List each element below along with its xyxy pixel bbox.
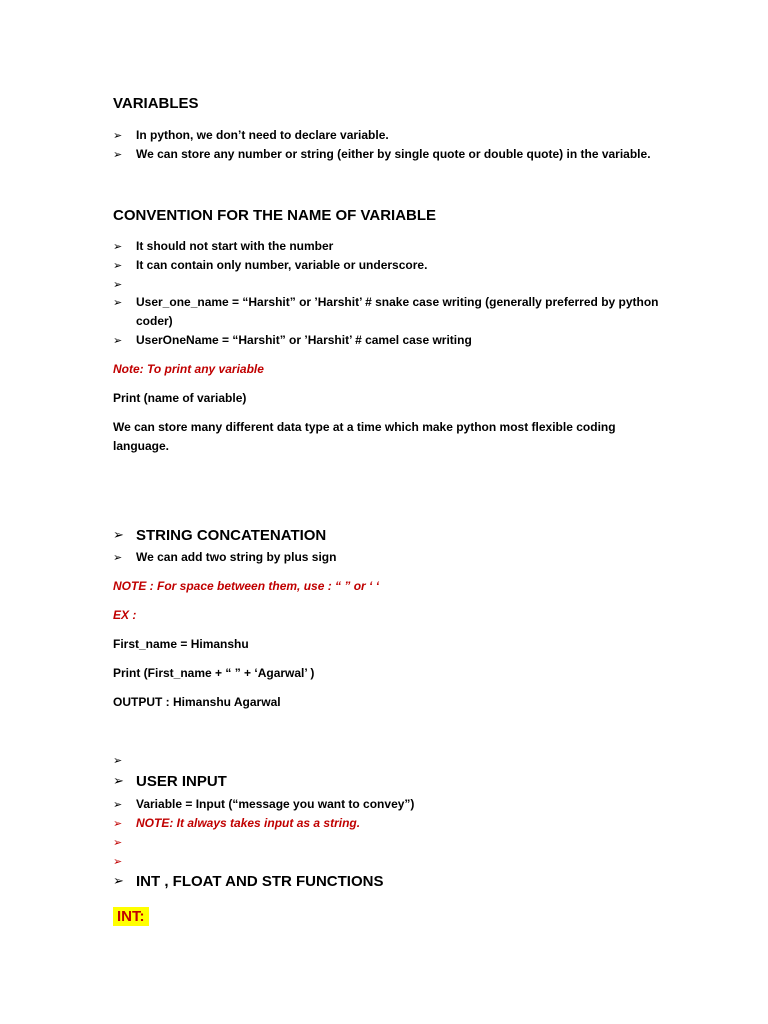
arrow-bullet-icon: ➢ [113,528,124,543]
arrow-bullet-icon: ➢ [113,817,123,830]
arrow-bullet-icon: ➢ [113,774,124,789]
first-name-line: First_name = Himanshu [113,637,249,651]
bullet-item-note [113,814,360,833]
bullet-continuation: coder) [136,314,173,328]
arrow-bullet-icon: ➢ [113,855,123,868]
arrow-bullet-icon: ➢ [113,296,123,309]
heading-string-concatenation [113,526,326,546]
arrow-bullet-icon: ➢ [113,551,123,564]
arrow-bullet-icon: ➢ [113,129,123,142]
arrow-bullet-icon: ➢ [113,148,123,161]
bullet-text: Variable = Input (“message you want to convey”) [136,797,415,811]
bullet-text: We can store any number or string (either by single quote or double quote) in the variable. [136,147,651,161]
bullet-text: It can contain only number, variable or underscore. [136,258,428,272]
bullet-item [113,331,472,350]
flexible-text-line-2: language. [113,439,170,453]
output-line: OUTPUT : Himanshu Agarwal [113,695,281,709]
bullet-text: In python, we don’t need to declare variable. [136,128,389,142]
bullet-item [113,145,651,164]
bullet-text: It should not start with the number [136,239,334,253]
bullet-item [113,237,333,256]
flexible-text-line-1: We can store many different data type at a time which make python most flexible coding [113,420,616,434]
arrow-bullet-icon: ➢ [113,278,123,291]
arrow-bullet-icon: ➢ [113,798,123,811]
int-label-highlight: INT: [113,907,149,926]
arrow-bullet-icon: ➢ [113,259,123,272]
print-concat-line: Print (First_name + “ ” + ‘Agarwal’ ) [113,666,315,680]
note-space: NOTE : For space between them, use : “ ” or ‘ ‘ [113,579,380,593]
arrow-bullet-icon: ➢ [113,754,123,767]
bullet-text: We can add two string by plus sign [136,550,337,564]
bullet-item [113,795,414,814]
bullet-item [113,548,336,567]
arrow-bullet-icon: ➢ [113,836,123,849]
heading-int-float-str [113,872,383,892]
int-label-wrapper [113,907,149,927]
bullet-text: NOTE: It always takes input as a string. [136,816,361,830]
arrow-bullet-icon: ➢ [113,334,123,347]
arrow-bullet-icon: ➢ [113,874,124,889]
arrow-bullet-icon: ➢ [113,240,123,253]
heading-text: STRING CONCATENATION [136,527,327,544]
bullet-item [113,293,659,312]
print-syntax-line: Print (name of variable) [113,391,247,405]
bullet-item [113,256,427,275]
heading-user-input [113,772,227,792]
bullet-text: UserOneName = “Harshit” or ’Harshit’ # camel case writing [136,333,472,347]
heading-text: INT , FLOAT AND STR FUNCTIONS [136,873,384,890]
bullet-text: User_one_name = “Harshit” or ’Harshit’ # snake case writing (generally preferred by python [136,295,659,309]
bullet-item [113,126,389,145]
ex-label: EX : [113,608,137,622]
heading-variables: VARIABLES [113,95,199,112]
heading-text: USER INPUT [136,773,227,790]
heading-convention: CONVENTION FOR THE NAME OF VARIABLE [113,207,437,224]
note-print-variable: Note: To print any variable [113,362,264,376]
